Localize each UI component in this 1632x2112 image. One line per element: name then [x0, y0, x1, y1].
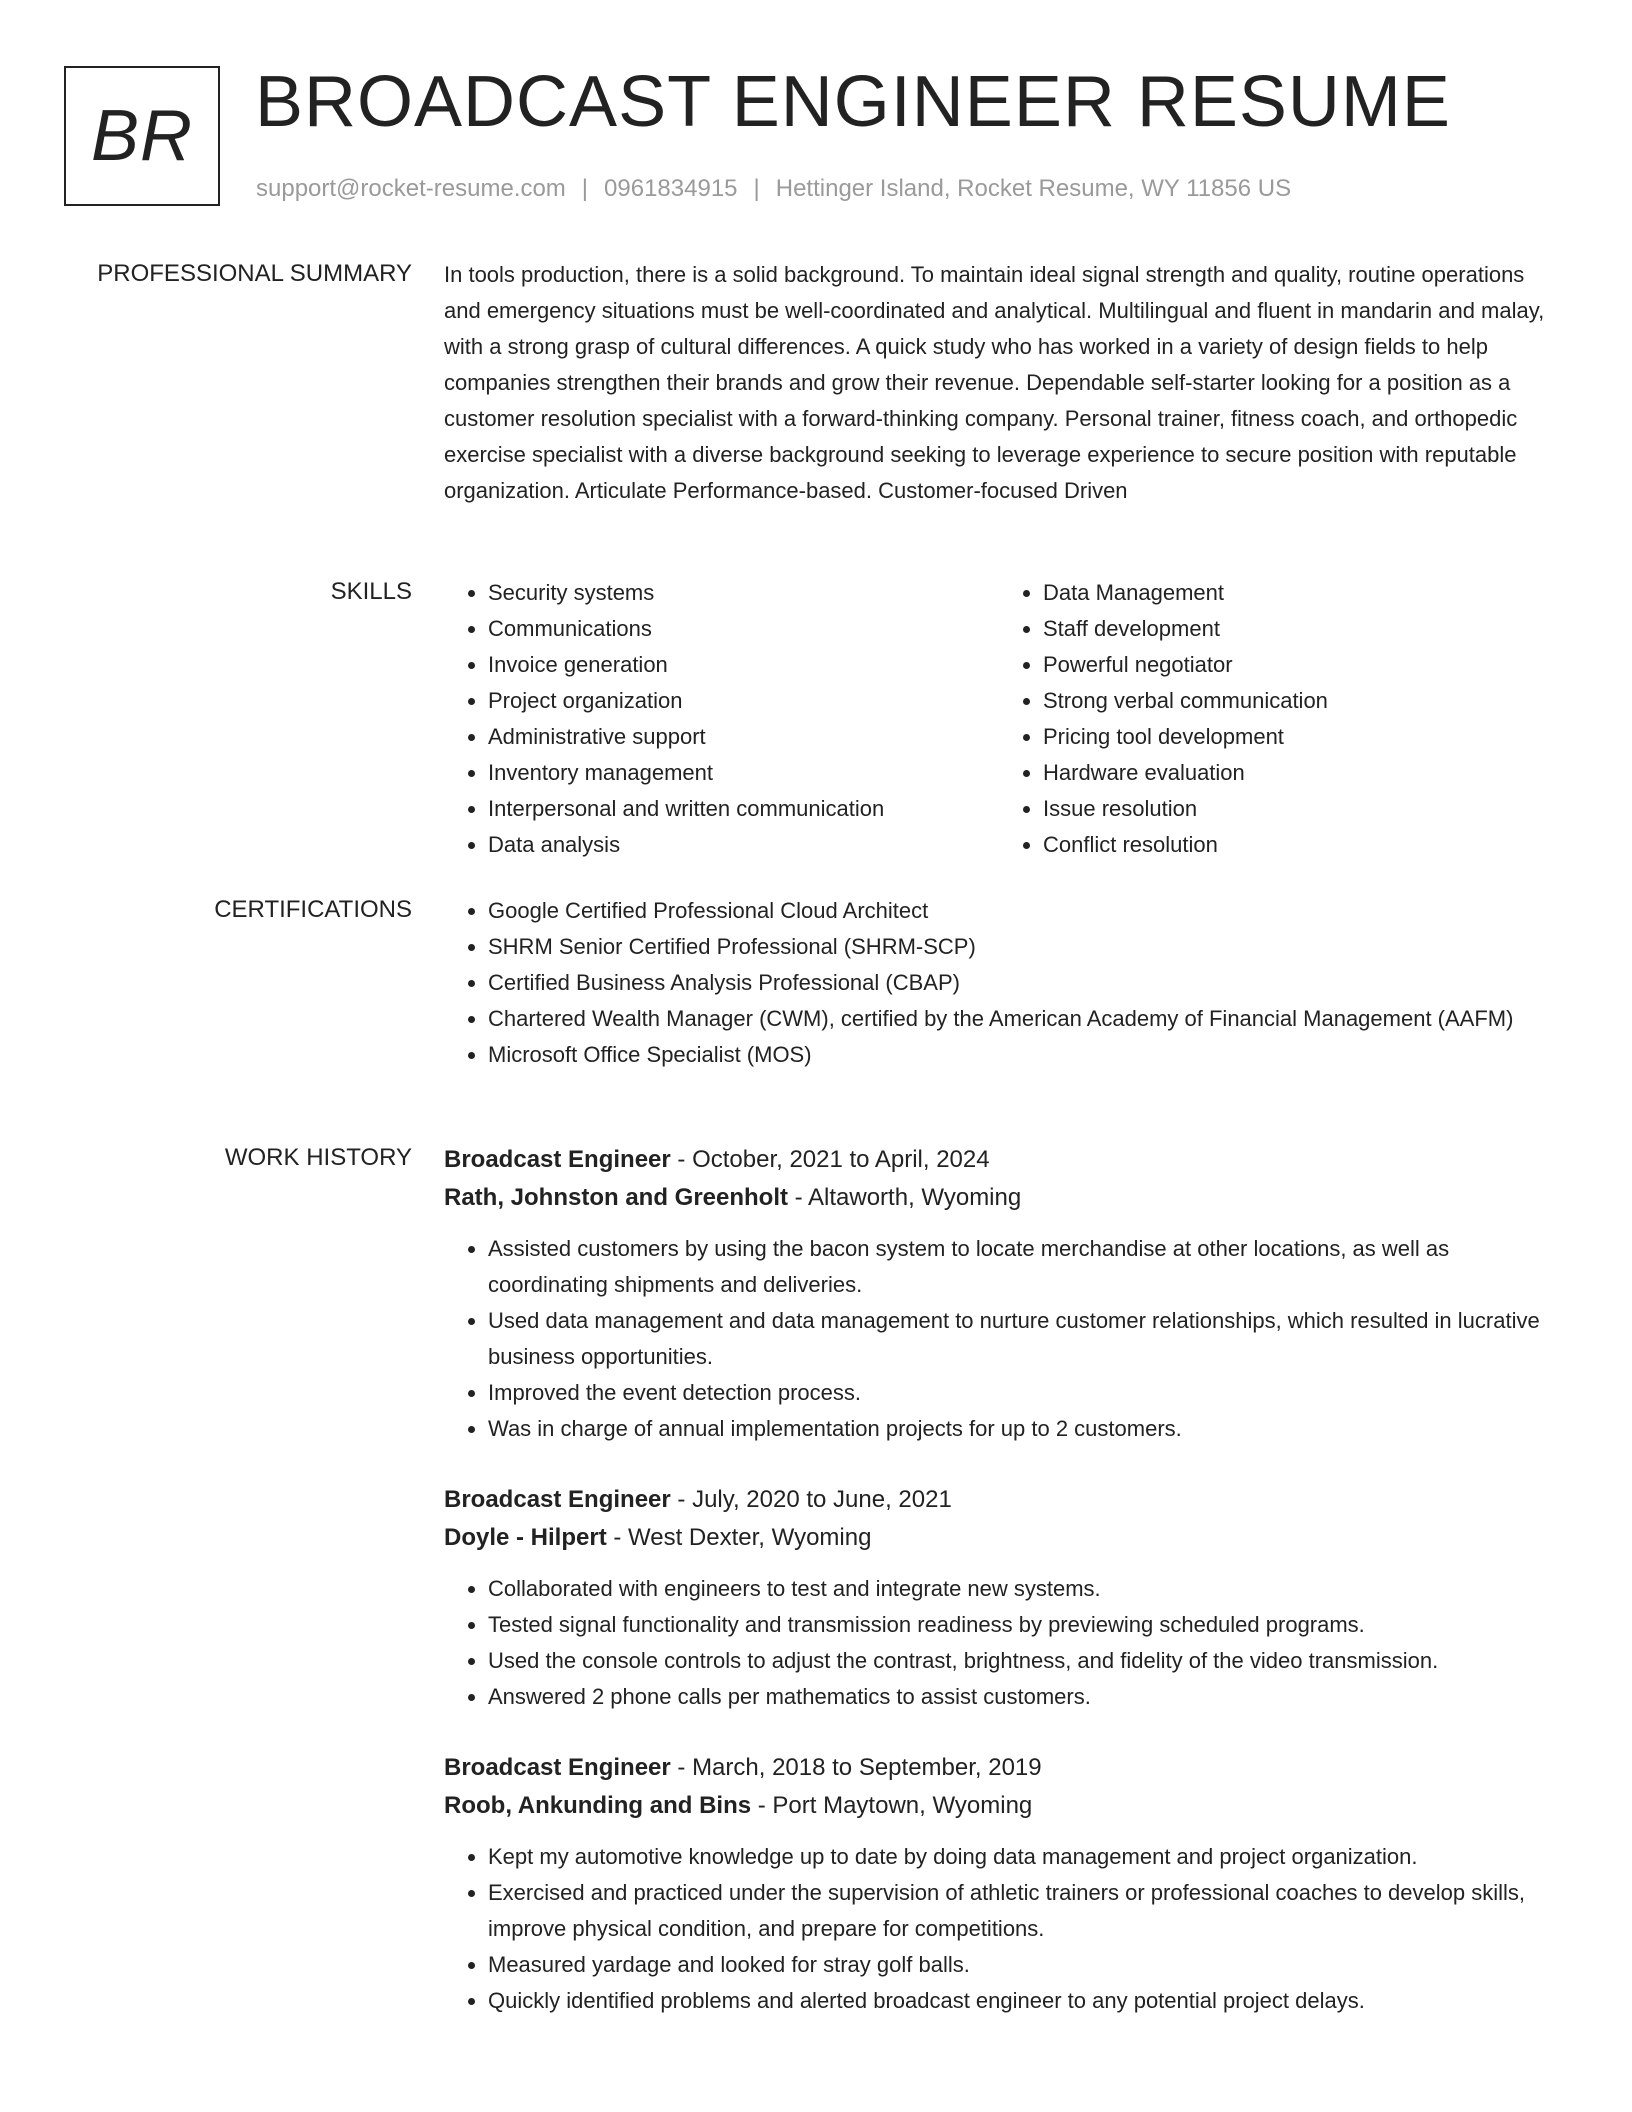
- job-company: Rath, Johnston and Greenholt: [444, 1184, 789, 1211]
- skill-item: • Security systems: [488, 575, 999, 611]
- skill-item: • Administrative support: [488, 719, 999, 755]
- section-label-summary: PROFESSIONAL SUMMARY: [97, 260, 412, 287]
- job-bullet: • Used data management and data management to nurture customer relationships, which resulted in lucrative business opportunities.: [488, 1303, 1554, 1375]
- job-bullet: • Kept my automotive knowledge up to date by doing data management and project organization.: [488, 1839, 1554, 1875]
- contact-email: support@rocket-resume.com: [256, 175, 566, 202]
- job-bullet: • Answered 2 phone calls per mathematics to assist customers.: [488, 1679, 1554, 1715]
- job-bullets: [444, 1231, 1554, 1447]
- certification-item: • Certified Business Analysis Professional (CBAP): [488, 965, 1554, 1001]
- skills-list-right: [999, 575, 1554, 863]
- job-location: - Port Maytown, Wyoming: [751, 1792, 1033, 1819]
- job-company: Roob, Ankunding and Bins: [444, 1792, 752, 1819]
- summary-text: In tools production, there is a solid background. To maintain ideal signal strength and quality, routine operations and emergency situations must be well-coordinated and analytical. Multilingual and fluent in mandarin and malay, with a strong grasp of cultural differences. A quick study who has worked in a variety of design fields to help companies strengthen their brands and grow their revenue. Dependable self-starter looking for a position as a customer resolution specialist with a forward-thinking company. Personal trainer, fitness coach, and orthopedic exercise specialist with a diverse background seeking to leverage experience to secure position with reputable organization. Articulate Performance-based. Customer-focused Driven: [444, 262, 1545, 503]
- job-title-line: [444, 1749, 1554, 1787]
- job-dates: - March, 2018 to September, 2019: [670, 1754, 1042, 1781]
- skill-item: • Powerful negotiator: [1043, 647, 1554, 683]
- certification-item: • Chartered Wealth Manager (CWM), certified by the American Academy of Financial Management (AAFM): [488, 1001, 1554, 1037]
- job-location: - West Dexter, Wyoming: [606, 1524, 872, 1551]
- section-label-skills: SKILLS: [330, 578, 412, 605]
- job-bullet: • Tested signal functionality and transmission readiness by previewing scheduled programs.: [488, 1607, 1554, 1643]
- job-title: Broadcast Engineer: [444, 1486, 671, 1513]
- contact-address: Hettinger Island, Rocket Resume, WY 11856 US: [775, 175, 1292, 202]
- job-bullet: • Used the console controls to adjust the contrast, brightness, and fidelity of the video transmission.: [488, 1643, 1554, 1679]
- skill-item: • Inventory management: [488, 755, 999, 791]
- job-bullet: • Collaborated with engineers to test and integrate new systems.: [488, 1571, 1554, 1607]
- skill-item: • Data Management: [1043, 575, 1554, 611]
- skill-item: • Interpersonal and written communication: [488, 791, 999, 827]
- contact-separator: |: [581, 175, 589, 202]
- skill-item: • Conflict resolution: [1043, 827, 1554, 863]
- job-bullets: [444, 1839, 1554, 2019]
- job-entry: [444, 1749, 1554, 2019]
- skill-item: • Project organization: [488, 683, 999, 719]
- job-bullets: [444, 1571, 1554, 1715]
- certification-item: • Google Certified Professional Cloud Architect: [488, 893, 1554, 929]
- job-company: Doyle - Hilpert: [444, 1524, 607, 1551]
- certifications-list: [444, 893, 1554, 1073]
- job-title-line: [444, 1141, 1554, 1179]
- job-entry: [444, 1481, 1554, 1715]
- contact-line: [256, 172, 1291, 206]
- job-dates: - October, 2021 to April, 2024: [670, 1146, 990, 1173]
- job-bullet: • Quickly identified problems and alerted broadcast engineer to any potential project delays.: [488, 1983, 1554, 2019]
- certification-item: • Microsoft Office Specialist (MOS): [488, 1037, 1554, 1073]
- skills-columns: [444, 575, 1554, 863]
- certification-item: • SHRM Senior Certified Professional (SHRM-SCP): [488, 929, 1554, 965]
- job-company-line: [444, 1787, 1554, 1825]
- job-title-line: [444, 1481, 1554, 1519]
- resume-title: BROADCAST ENGINEER RESUME: [255, 62, 1451, 142]
- contact-separator: |: [753, 175, 760, 202]
- skill-item: • Data analysis: [488, 827, 999, 863]
- contact-phone: 0961834915: [604, 175, 738, 202]
- skill-item: • Strong verbal communication: [1043, 683, 1554, 719]
- work-history-body: [444, 1141, 1554, 2053]
- job-bullet: • Improved the event detection process.: [488, 1375, 1554, 1411]
- skill-item: • Pricing tool development: [1043, 719, 1554, 755]
- job-bullet: • Was in charge of annual implementation projects for up to 2 customers.: [488, 1411, 1554, 1447]
- section-label-work-history: WORK HISTORY: [224, 1144, 412, 1171]
- section-label-certifications: CERTIFICATIONS: [214, 896, 412, 923]
- job-entry: [444, 1141, 1554, 1447]
- job-dates: - July, 2020 to June, 2021: [670, 1486, 952, 1513]
- monogram-box: [64, 66, 220, 206]
- skill-item: • Communications: [488, 611, 999, 647]
- monogram-initials: BR: [90, 96, 194, 176]
- job-title: Broadcast Engineer: [444, 1146, 671, 1173]
- job-bullet: • Measured yardage and looked for stray golf balls.: [488, 1947, 1554, 1983]
- job-company-line: [444, 1179, 1554, 1217]
- skill-item: • Staff development: [1043, 611, 1554, 647]
- job-location: - Altaworth, Wyoming: [788, 1184, 1022, 1211]
- skill-item: • Issue resolution: [1043, 791, 1554, 827]
- job-bullet: • Exercised and practiced under the supervision of athletic trainers or professional coaches to develop skills, improve physical condition, and prepare for competitions.: [488, 1875, 1554, 1947]
- skill-item: • Invoice generation: [488, 647, 999, 683]
- certifications-body: [444, 893, 1554, 1073]
- skill-item: • Hardware evaluation: [1043, 755, 1554, 791]
- job-bullet: • Assisted customers by using the bacon system to locate merchandise at other locations, as well as coordinating shipments and deliveries.: [488, 1231, 1554, 1303]
- job-company-line: [444, 1519, 1554, 1557]
- job-title: Broadcast Engineer: [444, 1754, 671, 1781]
- skills-list-left: [444, 575, 999, 863]
